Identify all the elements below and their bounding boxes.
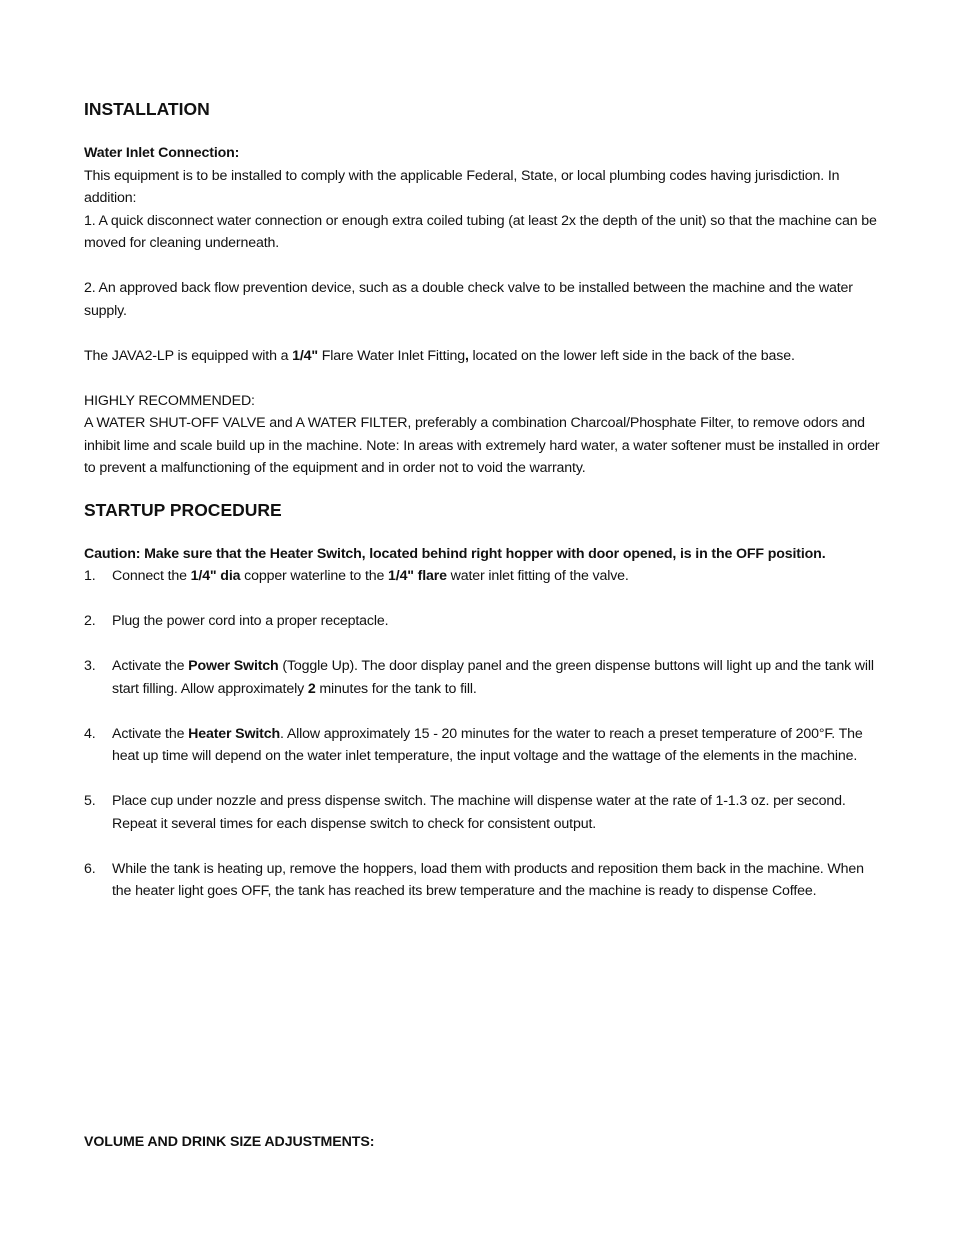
installation-item-1: 1. A quick disconnect water connection or enough extra coiled tubing (at least 2x the depth of the unit) so that the machine can be moved for cleaning underneath.: [84, 212, 877, 251]
caution-text: Caution: Make sure that the Heater Switch, located behind right hopper with door opened, is in the OFF position.: [84, 545, 826, 562]
step-number: 3.: [84, 658, 96, 674]
step-number: 4.: [84, 725, 96, 742]
installation-item-2: 2. An approved back flow prevention device, such as a double check valve to be installed between the machine and the water supply.: [84, 280, 853, 319]
recommended-text: A WATER SHUT-OFF VALVE and A WATER FILTER, preferably a combination Charcoal/Phosphate Filter, to remove odors and inhibit lime and scale build up in the machine. Note: In areas with extremely hard water, a water softener must be installed in order to prevent a malfunctioning of the equipment and in order not to void the warranty.: [84, 415, 880, 476]
step-number: 6.: [84, 860, 96, 877]
step-number: 1.: [84, 568, 96, 584]
installation-intro: This equipment is to be installed to comply with the applicable Federal, State, or local plumbing codes having jurisdiction. In addition:: [84, 167, 840, 206]
volume-adjustments-heading: VOLUME AND DRINK SIZE ADJUSTMENTS:: [84, 1134, 375, 1150]
startup-step-6: 6. While the tank is heating up, remove the hoppers, load them with products and reposition them back in the machine. When the heater light goes OFF, the tank has reached its brew temperature and the machine is ready to dispense Coffee.: [84, 858, 884, 903]
step-number: 2.: [84, 613, 96, 629]
water-inlet-heading: Water Inlet Connection:: [84, 145, 240, 161]
startup-step-1: 1. Connect the 1/4" dia copper waterline to the 1/4" flare water inlet fitting of the valve.: [84, 565, 884, 588]
step-number: 5.: [84, 793, 96, 809]
startup-step-3: 3. Activate the Power Switch (Toggle Up). The door display panel and the green dispense buttons will light up and the tank will start filling. Allow approximately 2 minutes for the tank to fill.: [84, 655, 884, 700]
recommended-heading: HIGHLY RECOMMENDED:: [84, 392, 255, 409]
installation-heading: INSTALLATION: [84, 99, 210, 119]
document-page: [84, 96, 884, 903]
startup-step-5: 5. Place cup under nozzle and press dispense switch. The machine will dispense water at the rate of 1-1.3 oz. per second. Repeat it several times for each dispense switch to check for consistent output.: [84, 790, 884, 835]
startup-step-2: 2. Plug the power cord into a proper receptacle.: [84, 610, 884, 633]
fitting-paragraph: The JAVA2-LP is equipped with a 1/4" Flare Water Inlet Fitting, located on the lower left side in the back of the base.: [84, 347, 795, 364]
startup-step-4: 4. Activate the Heater Switch. Allow approximately 15 - 20 minutes for the water to reach a preset temperature of 200°F. The heat up time will depend on the water inlet temperature, the input voltage and the wattage of the elements in the machine.: [84, 723, 884, 768]
startup-heading: STARTUP PROCEDURE: [84, 499, 282, 520]
